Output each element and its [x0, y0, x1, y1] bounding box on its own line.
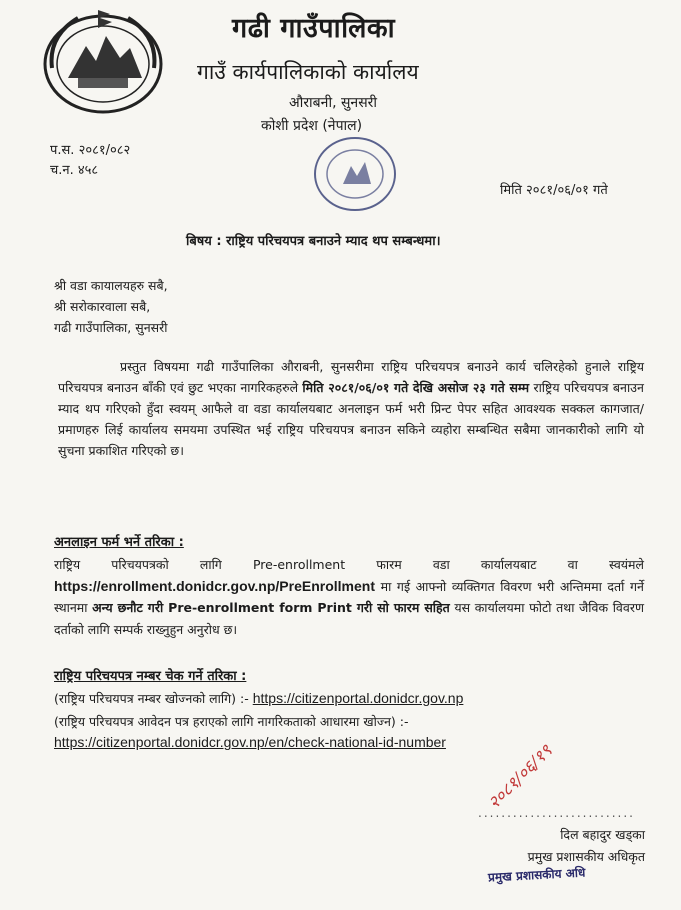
- paragraph-bold-dates: मिति २०८१/०६/०१ गते देखि असोज २३ गते सम्म: [302, 380, 530, 395]
- municipality-emblem: [38, 6, 168, 116]
- check-national-id-link[interactable]: https://citizenportal.donidcr.gov.np/en/check-national-id-number: [54, 734, 446, 750]
- address-line-1: औराबनी, सुनसरी: [289, 95, 378, 111]
- enrollment-link[interactable]: https://enrollment.donidcr.gov.np/PreEnrollment: [54, 577, 375, 594]
- recipient-line: श्री सरोकारवाला सबै,: [54, 299, 151, 314]
- letter-date: मिति २०८१/०६/०१ गते: [500, 183, 608, 198]
- signatory-name: दिल बहादुर खड्का: [560, 827, 645, 842]
- office-subtitle: गाउँ कार्यपालिकाको कार्यालय: [197, 60, 419, 84]
- signatory-post: प्रमुख प्रशासकीय अधिकृत: [527, 849, 645, 864]
- address-line-2: कोशी प्रदेश (नेपाल): [261, 118, 363, 134]
- id-check-line-1: (राष्ट्रिय परिचयपत्र नम्बर खोज्नको लागि) :- https://citizenportal.donidcr.gov.np: [54, 690, 464, 706]
- id-check-line-3: [54, 734, 446, 750]
- online-form-text: राष्ट्रिय परिचयपत्रको लागि Pre-enrollment फारम वडा कार्यालयबाट वा स्वयंमले https://enrollment.donidcr.gov.np/PreEnrollment मा गई आफ्नो व्यक्तिगत विवरण भरी अन्तिममा दर्ता गर्ने स्थानमा अन्य छनौट गरी Pre-enrollment form Print गरी सो फारम सहित यस कार्यालयमा फोटो तथा जैविक विवरण दर्ताको लागि सम्पर्क राख्नुहुन अनुरोध छ।: [54, 557, 644, 637]
- designation-stamp: प्रमुख प्रशासकीय अधि: [487, 865, 586, 885]
- id-check-heading: राष्ट्रिय परिचयपत्र नम्बर चेक गर्ने तरिका :: [54, 669, 247, 684]
- id-check-line-2: (राष्ट्रिय परिचयपत्र आवेदन पत्र हराएको लागि नागरिकताको आधारमा खोज्न) :-: [54, 714, 409, 729]
- paragraph-text: राष्ट्रिय परिचयपत्र बनाउन म्याद थप गरिएको हुँदा स्वयम् आफैले वा वडा कार्यालयबाट अनलाइन फर्म भरी प्रिन्ट पेपर सहित आवश्यक सक्कल कागजात/प्रमाणहरु लिई कार्यालय समयमा उपस्थित भई राष्ट्रिय परिचयपत्र बनाउन सकिने व्यहोरा सम्बन्धित सबैमा जानकारीको लागि यो सुचना प्रकाशित गरिएको छ।: [58, 380, 644, 458]
- office-seal-stamp: [295, 122, 415, 227]
- paragraph-text: प्रस्तुत विषयमा गढी गाउँपालिका औराबनी, सुनसरीमा राष्ट्रिय परिचयपत्र बनाउने कार्य चलिरहेको हुनाले राष्ट्रिय परिचयपत्र बनाउन बाँकी एवं छुट भएका नागरिकहरुले: [58, 359, 644, 395]
- citizen-portal-link[interactable]: https://citizenportal.donidcr.gov.np: [252, 690, 464, 706]
- dispatch-number: च.न. ४५८: [50, 163, 99, 178]
- office-title: गढी गाउँपालिका: [232, 13, 396, 44]
- reference-number: प.स. २०८१/०८२: [50, 143, 131, 158]
- signature-line: ...........................: [478, 806, 635, 820]
- handwritten-signature: २०८१/०६/१९: [484, 741, 557, 814]
- letter-subject: बिषय : राष्ट्रिय परिचयपत्र बनाउने म्याद थप सम्बन्धमा।: [186, 234, 441, 249]
- recipient-line: श्री वडा कायालयहरु सबै,: [54, 278, 168, 293]
- main-paragraph: [58, 356, 644, 461]
- recipient-line: गढी गाउँपालिका, सुनसरी: [54, 320, 168, 335]
- online-form-heading: अनलाइन फर्म भर्ने तरिका :: [54, 535, 184, 550]
